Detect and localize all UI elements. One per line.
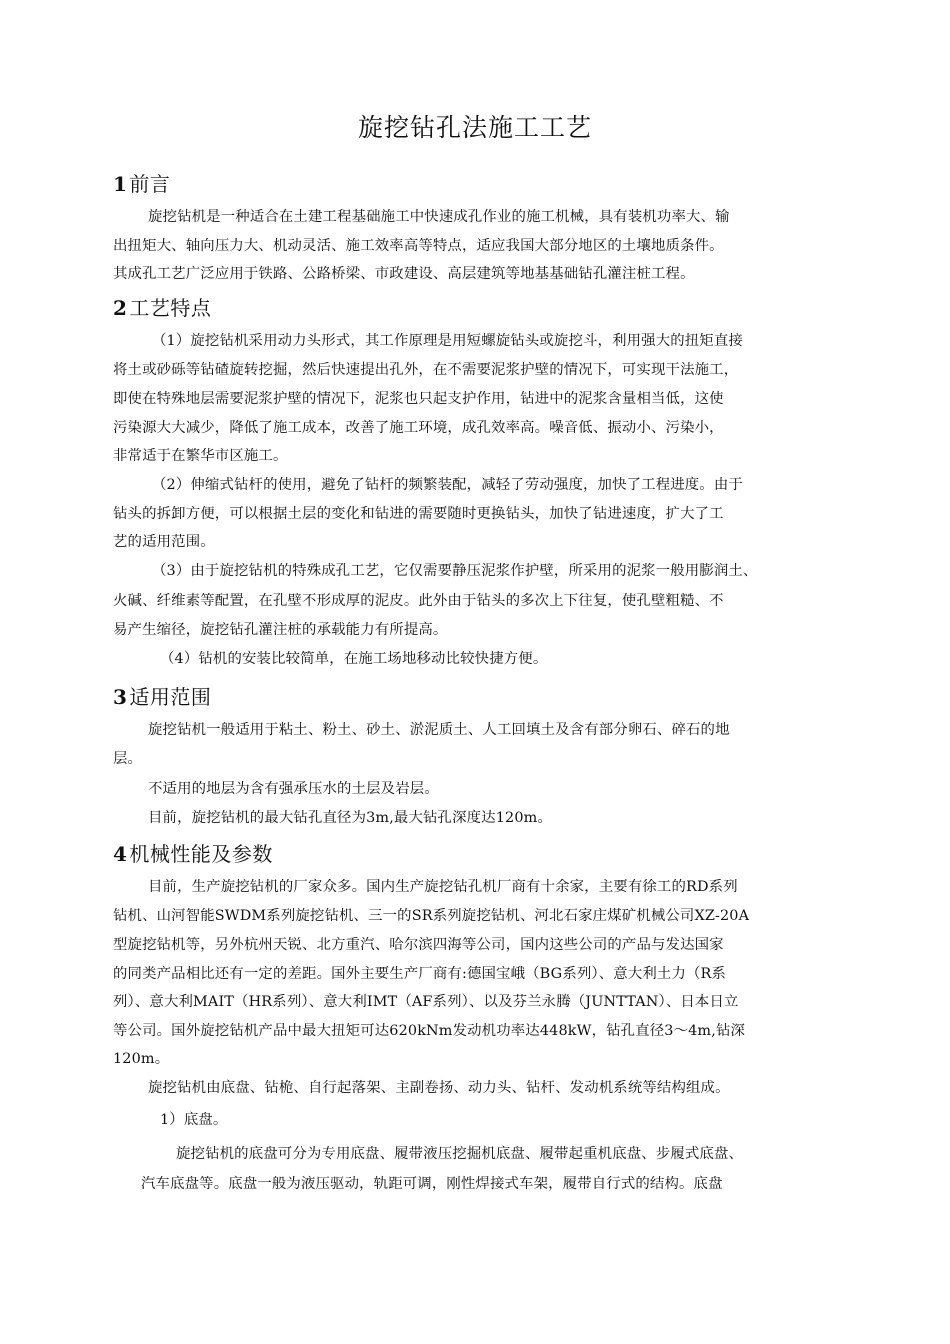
- paragraph-line: 钻机、山河智能SWDM系列旋挖钻机、三一的SR系列旋挖钻机、河北石家庄煤矿机械公司XZ-20A: [113, 908, 750, 924]
- paragraph-line: 旋挖钻机一般适用于粘土、粉土、砂土、淤泥质土、人工回填土及含有部分卵石、碎石的地: [148, 722, 730, 738]
- paragraph-line: 目前，生产旋挖钻机的厂家众多。国内生产旋挖钻孔机厂商有十余家，主要有徐工的RD系列: [148, 879, 738, 895]
- section-title: 前言: [129, 172, 171, 196]
- section-heading-1: [113, 168, 170, 197]
- section-title: 适用范围: [129, 685, 212, 709]
- document-title: 旋挖钻孔法施工工艺: [357, 113, 592, 142]
- paragraph-line: 非常适于在繁华市区施工。: [113, 448, 288, 464]
- paragraph-line: 将土或砂砾等钻碴旋转挖掘，然后快速提出孔外，在不需要泥浆护壁的情况下，可实现干法施工，: [113, 362, 739, 378]
- paragraph-line: 型旋挖钻机等，另外杭州天锐、北方重汽、哈尔滨四海等公司，国内这些公司的产品与发达国家: [113, 937, 724, 953]
- paragraph-line: 其成孔工艺广泛应用于铁路、公路桥梁、市政建设、高层建筑等地基基础钻孔灌注桩工程。: [113, 266, 695, 282]
- section-number: 3: [113, 685, 128, 709]
- paragraph-line: 出扭矩大、轴向压力大、机动灵活、施工效率高等特点，适应我国大部分地区的土壤地质条件。: [113, 238, 724, 254]
- paragraph-line: 旋挖钻机是一种适合在土建工程基础施工中快速成孔作业的施工机械，具有装机功率大、输: [148, 209, 730, 225]
- paragraph-line: （4）钻机的安装比较简单，在施工场地移动比较快捷方便。: [160, 651, 548, 667]
- section-number: 4: [113, 842, 128, 866]
- paragraph-line: 列）、意大利MAIT（HR系列）、意大利IMT（AF系列）、以及芬兰永腾（JUNTTAN）、日本日立: [113, 994, 739, 1010]
- section-number: 1: [113, 172, 128, 196]
- section-title: 机械性能及参数: [129, 842, 273, 866]
- paragraph-line: 1）底盘。: [160, 1112, 228, 1128]
- paragraph-line: 等公司。国外旋挖钻机产品中最大扭矩可达620kNm发动机功率达448kW，钻孔直径3～4m,钻深: [113, 1023, 746, 1039]
- section-number: 2: [113, 296, 128, 320]
- paragraph-line: （3）由于旋挖钻机的特殊成孔工艺，它仅需要静压泥浆作护壁，所采用的泥浆一般用膨润土、: [152, 563, 758, 579]
- section-heading-3: [113, 681, 211, 710]
- paragraph-line: 火碱、纤维素等配置，在孔壁不形成厚的泥皮。此外由于钻头的多次上下往复，使孔壁粗糙、不: [113, 593, 724, 609]
- paragraph-line: 目前，旋挖钻机的最大钻孔直径为3m,最大钻孔深度达120m。: [148, 810, 552, 826]
- section-title: 工艺特点: [129, 296, 212, 320]
- paragraph-line: 的同类产品相比还有一定的差距。国外主要生产厂商有:德国宝峨（BG系列）、意大利土力（R系: [113, 966, 727, 982]
- paragraph-line: 120m。: [113, 1051, 170, 1067]
- paragraph-line: （2）伸缩式钻杆的使用，避免了钻杆的频繁装配，减轻了劳动强度，加快了工程进度。由于: [152, 477, 743, 493]
- paragraph-line: 旋挖钻机的底盘可分为专用底盘、履带液压挖掘机底盘、履带起重机底盘、步履式底盘、: [176, 1146, 744, 1162]
- paragraph-line: 艺的适用范围。: [113, 534, 215, 550]
- section-heading-2: [113, 292, 211, 321]
- paragraph-line: 易产生缩径，旋挖钻孔灌注桩的承载能力有所提高。: [113, 622, 448, 638]
- paragraph-line: 汽车底盘等。底盘一般为液压驱动，轨距可调，刚性焊接式车架，履带自行式的结构。底盘: [141, 1176, 723, 1192]
- section-heading-4: [113, 838, 273, 867]
- paragraph-line: 即使在特殊地层需要泥浆护壁的情况下，泥浆也只起支护作用，钻进中的泥浆含量相当低，这使: [113, 391, 724, 407]
- paragraph-line: （1）旋挖钻机采用动力头形式，其工作原理是用短螺旋钻头或旋挖斗，利用强大的扭矩直接: [152, 333, 743, 349]
- paragraph-line: 层。: [113, 751, 143, 767]
- paragraph-line: 不适用的地层为含有强承压水的土层及岩层。: [148, 781, 439, 797]
- paragraph-line: 污染源大大减少，降低了施工成本，改善了施工环境，成孔效率高。噪音低、振动小、污染小，: [113, 420, 724, 436]
- paragraph-line: 钻头的拆卸方便，可以根据土层的变化和钻进的需要随时更换钻头，加快了钻进速度，扩大了工: [113, 506, 724, 522]
- paragraph-line: 旋挖钻机由底盘、钻桅、自行起落架、主副卷扬、动力头、钻杆、发动机系统等结构组成。: [148, 1080, 730, 1096]
